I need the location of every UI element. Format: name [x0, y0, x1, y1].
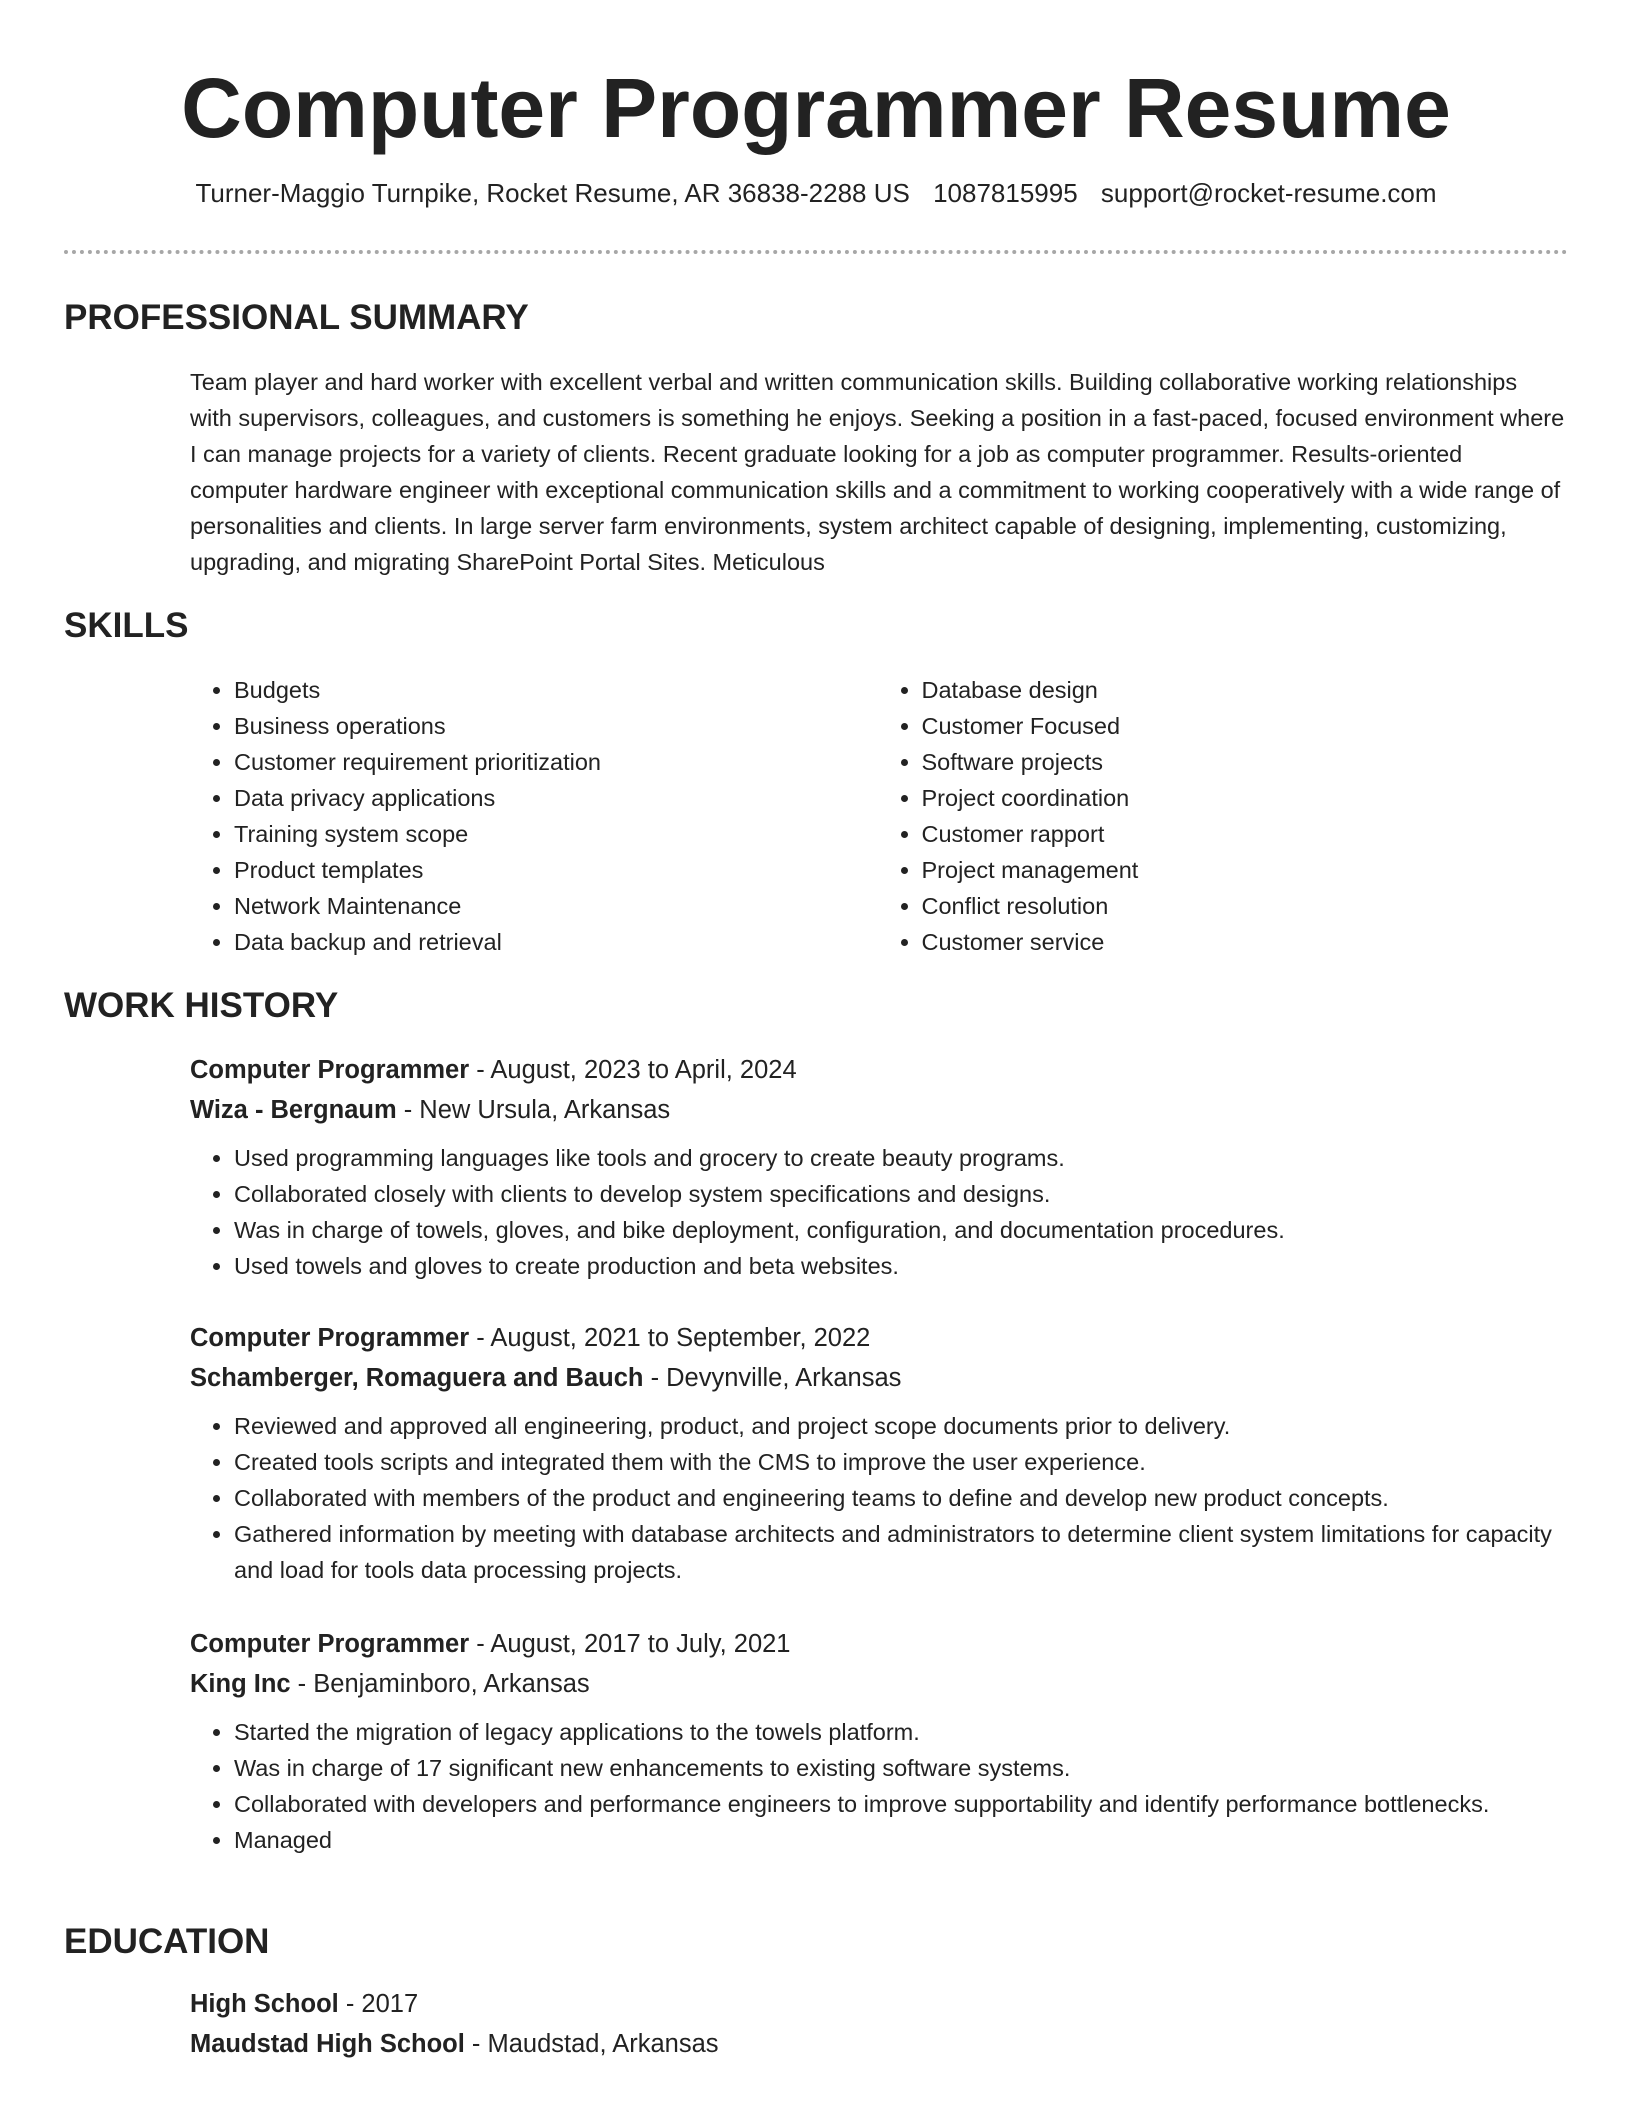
contact-address: Turner-Maggio Turnpike, Rocket Resume, AR 36838-2288 US: [195, 178, 910, 208]
education-year: - 2017: [338, 1990, 419, 2018]
skill-item: • Customer Focused: [922, 708, 1566, 744]
skill-item: • Project management: [922, 852, 1566, 888]
skill-item: • Product templates: [234, 852, 878, 888]
job-bullet: • Collaborated closely with clients to develop system specifications and designs.: [234, 1176, 1565, 1212]
education-entry: [190, 1984, 1565, 2064]
skill-item: • Customer service: [922, 924, 1566, 960]
skill-item: • Customer requirement prioritization: [234, 744, 878, 780]
skill-item: • Data privacy applications: [234, 780, 878, 816]
contact-email: support@rocket-resume.com: [1100, 178, 1437, 208]
contact-phone: 1087815995: [933, 178, 1078, 208]
job-bullet: • Gathered information by meeting with database architects and administrators to determine client system limitations for capacity and load for tools data processing projects.: [234, 1516, 1565, 1588]
job-entry: [190, 1624, 1565, 1858]
skills-column-right: [878, 672, 1566, 960]
job-location: - Benjaminboro, Arkansas: [290, 1670, 590, 1698]
job-title: Computer Programmer: [190, 1630, 470, 1658]
contact-line: [64, 176, 1568, 210]
section-title-education: EDUCATION: [64, 1922, 270, 1961]
skill-item: • Budgets: [234, 672, 878, 708]
resume-title: Computer Programmer Resume: [181, 61, 1451, 155]
section-title-work-history: WORK HISTORY: [64, 986, 339, 1025]
job-title: Computer Programmer: [190, 1056, 470, 1084]
skill-item: • Project coordination: [922, 780, 1566, 816]
job-bullet: • Managed: [234, 1822, 1565, 1858]
job-company-line: [190, 1358, 1565, 1398]
job-company-line: [190, 1090, 1565, 1130]
section-title-skills: SKILLS: [64, 606, 189, 645]
job-bullets: [190, 1140, 1565, 1284]
education-location: - Maudstad, Arkansas: [464, 2030, 719, 2058]
education-school-line: [190, 2024, 1565, 2064]
skills-column-left: [190, 672, 878, 960]
job-company: King Inc: [190, 1670, 291, 1698]
skill-item: • Data backup and retrieval: [234, 924, 878, 960]
skill-item: • Conflict resolution: [922, 888, 1566, 924]
job-location: - Devynville, Arkansas: [643, 1364, 902, 1392]
job-title-line: [190, 1624, 1565, 1664]
job-bullet: • Reviewed and approved all engineering, product, and project scope documents prior to delivery.: [234, 1408, 1565, 1444]
job-bullet: • Collaborated with members of the product and engineering teams to define and develop new product concepts.: [234, 1480, 1565, 1516]
skill-item: • Software projects: [922, 744, 1566, 780]
job-bullets: [190, 1408, 1565, 1588]
job-bullet: • Used towels and gloves to create production and beta websites.: [234, 1248, 1565, 1284]
job-bullet: • Collaborated with developers and performance engineers to improve supportability and identify performance bottlenecks.: [234, 1786, 1565, 1822]
education-school: Maudstad High School: [190, 2030, 465, 2058]
skills-list: [190, 672, 1565, 960]
education-degree-line: [190, 1984, 1565, 2024]
skill-item: • Network Maintenance: [234, 888, 878, 924]
skill-item: • Customer rapport: [922, 816, 1566, 852]
job-bullet: • Was in charge of 17 significant new enhancements to existing software systems.: [234, 1750, 1565, 1786]
job-bullets: [190, 1714, 1565, 1858]
header-divider: [64, 250, 1568, 254]
job-dates: - August, 2023 to April, 2024: [469, 1056, 797, 1084]
section-title-summary: PROFESSIONAL SUMMARY: [64, 298, 529, 337]
job-title-line: [190, 1318, 1565, 1358]
job-company-line: [190, 1664, 1565, 1704]
job-title-line: [190, 1050, 1565, 1090]
education-degree: High School: [190, 1990, 339, 2018]
job-company: Schamberger, Romaguera and Bauch: [190, 1364, 644, 1392]
job-company: Wiza - Bergnaum: [190, 1096, 397, 1124]
skill-item: • Database design: [922, 672, 1566, 708]
job-bullet: • Used programming languages like tools and grocery to create beauty programs.: [234, 1140, 1565, 1176]
skill-item: • Business operations: [234, 708, 878, 744]
skill-item: • Training system scope: [234, 816, 878, 852]
job-entry: [190, 1318, 1565, 1588]
job-title: Computer Programmer: [190, 1324, 470, 1352]
job-location: - New Ursula, Arkansas: [396, 1096, 671, 1124]
summary-text: Team player and hard worker with excellent verbal and written communication skills. Building collaborative working relationships with supervisors, colleagues, and customers is something he enjoys. Seeking a position in a fast-paced, focused environment where I can manage projects for a variety of clients. Recent graduate looking for a job as computer programmer. Results-oriented computer hardware engineer with exceptional communication skills and a commitment to working cooperatively with a wide range of personalities and clients. In large server farm environments, system architect capable of designing, implementing, customizing, upgrading, and migrating SharePoint Portal Sites. Meticulous: [190, 369, 1565, 575]
job-bullet: • Was in charge of towels, gloves, and bike deployment, configuration, and documentation procedures.: [234, 1212, 1565, 1248]
job-bullet: • Created tools scripts and integrated them with the CMS to improve the user experience.: [234, 1444, 1565, 1480]
resume-page: [64, 0, 1568, 2058]
job-entry: [190, 1050, 1565, 1284]
job-dates: - August, 2017 to July, 2021: [469, 1630, 791, 1658]
job-dates: - August, 2021 to September, 2022: [469, 1324, 871, 1352]
job-bullet: • Started the migration of legacy applications to the towels platform.: [234, 1714, 1565, 1750]
